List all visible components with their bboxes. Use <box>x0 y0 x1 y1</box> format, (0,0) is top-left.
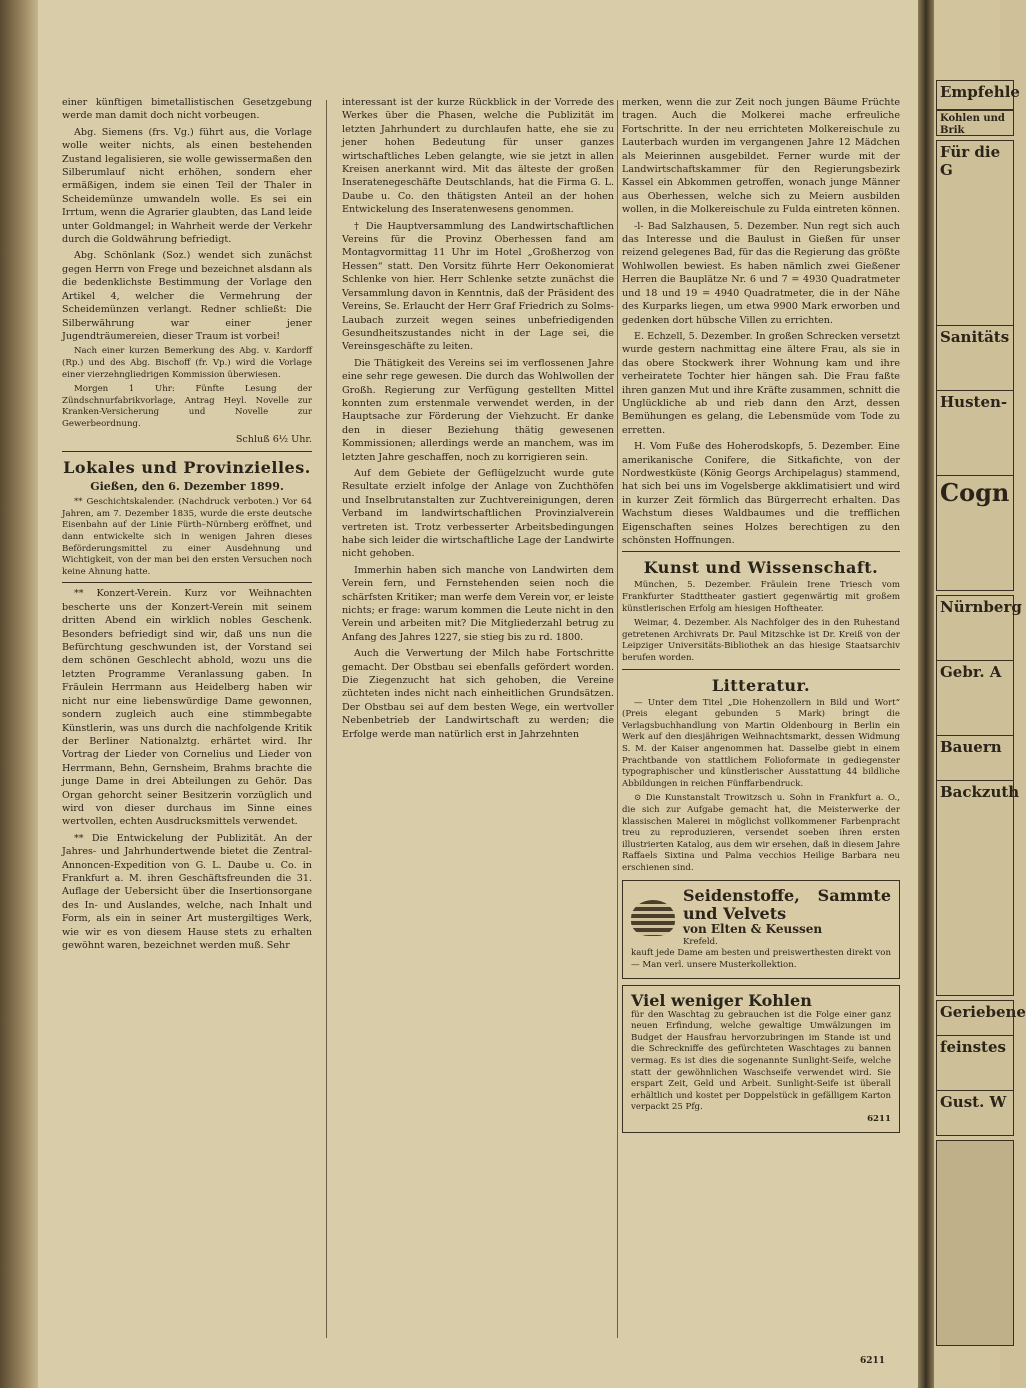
ad-silk-note: kauft jede Dame am besten und preiswerthesten direkt von — Man verl. unsere Musterkollektion. <box>631 948 891 971</box>
paragraph: einer künftigen bimetallistischen Gesetzgebung werde man damit doch nicht vorbeugen. <box>62 97 312 122</box>
paragraph: -l- Bad Salzhausen, 5. Dezember. Nun regt sich auch das Interesse und die Baulust in Gießen für unser reizend gelegenes Bad, für das die Regierung das größte Wohlwollen bewiest. Es haben nämlich zwei Gießener Herren die Bauplätze Nr. 6 und 7 = 4930 Quadratmeter und 18 und 19 = 4940 Quadratmeter, die in der Nähe des Kurparks liegen, um etwa 9900 Mark erworben und gedenken dort hübsche Villen zu errichten. <box>622 220 900 326</box>
ad-fragment <box>936 1035 1014 1091</box>
paragraph: ** Geschichtskalender. (Nachdruck verboten.) Vor 64 Jahren, am 7. Dezember 1835, wurde die erste deutsche Eisenbahn auf der Linie Fürth–Nürnberg eröffnet, und dann entwickelte sich in wenigen Jahren dieses Beförderungsmittel zu einer Ausdehnung und Wichtigkeit, von der man bei den ersten Versuchen noch keine Ahnung hatte. <box>62 497 312 577</box>
ad-fragment-text: Cogn <box>940 478 1010 507</box>
divider <box>622 551 900 552</box>
paragraph: H. Vom Fuße des Hoherodskopfs, 5. Dezember. Eine amerikanische Conifere, die Sitkafichte, von der Nordwestküste (König Georgs Archipelagus) stammend, hat sich bei uns im Vogelsberge akklimatisiert und wird in kurzer Zeit förmlich das Bürgerrecht erhalten. Das Wachstum dieses Waldbaumes und die trefflichen Eigenschaften seines Holzes berechtigen zu den schönsten Hoffnungen. <box>622 441 900 546</box>
adjacent-page <box>934 0 1026 1388</box>
ad-silk-title: Seidenstoffe, Sammte und Velvets <box>683 886 891 924</box>
paragraph: Nach einer kurzen Bemerkung des Abg. v. Kardorff (Rp.) und des Abg. Bischoff (fr. Vp.) wird die Vorlage einer vierzehngliedrigen Kommission überwiesen. <box>62 346 312 380</box>
dateline: Gießen, den 6. Dezember 1899. <box>90 479 284 493</box>
column-rule <box>617 100 618 1338</box>
ad-fragment-text: Backzuth <box>940 783 1020 801</box>
ad-fragment-text: feinstes <box>940 1038 1006 1056</box>
paragraph: Weimar, 4. Dezember. Als Nachfolger des in den Ruhestand getretenen Archivrats Dr. Paul Mitzschke ist Dr. Kreiß von der Leipziger Universitäts-Bibliothek an das hiesige Staatsarchiv berufen worden. <box>622 618 900 663</box>
ad-fragment-text: Gust. W <box>940 1093 1007 1111</box>
paragraph: — Unter dem Titel „Die Hohenzollern in Bild und Wort“ (Preis elegant gebunden 5 Mark) bringt die Verlagsbuchhandlung von Martin Oldenbourg in Berlin ein Werk auf den diesjährigen Weihnachtsmarkt, dessen Widmung S. M. der Kaiser angenommen hat. Dasselbe giebt in einem Prachtbande von stattlichem Folioformate in gediegenster typographischer und künstlerischer Ausstattung 44 bildliche Abbildungen in reichen Fünffarbendruck. <box>622 697 900 789</box>
divider <box>62 582 312 583</box>
ad-soap-text: für den Waschtag zu gebrauchen ist die Folge einer ganz neuen Erfindung, welche gewaltige Umwälzungen im Budget der Hausfrau hervorzubringen im Stande ist und die Schreckniffe des gefürchteten Waschtages zu bannen vermag. Es ist dies die sogenannte Sunlight-Seife, welche statt der gewöhnlichen Waschseife verwendet wird. Sie erspart Zeit, Geld und Arbeit. Sunlight-Seife ist überall erhältlich und kostet per Doppelstück in gefälligem Karton verpackt 25 Pfg. <box>631 1009 891 1113</box>
beehive-icon <box>631 900 675 936</box>
ad-silk-firm: von Elten & Keussen <box>683 922 823 937</box>
ad-fragment-text: Für die G <box>940 143 1001 179</box>
paragraph: Auch die Verwertung der Milch habe Fortschritte gemacht. Der Obstbau sei ebenfalls gefördert worden. Die Ziegenzucht hat sich gehoben, die Vereine züchteten indes nicht nach einheitlichen Grundsätzen. Der Obstbau sei auf dem besten Wege, ein wertvoller Nebenbetrieb der Landwirtschaft zu werden; die Erfolge werde man natürlich erst in Jahrzehnten <box>342 648 614 740</box>
paragraph: ** Konzert-Verein. Kurz vor Weihnachten bescherte uns der Konzert-Verein mit seinem dritten Abend ein wirklich nobles Geschenk. Besonders befriedigt sind wir, daß uns nun die Befürchtung geschwunden ist, der Vorstand sei dem schönen Geschlecht abhold, wozu uns die letzten Programme Veranlassung gaben. In Fräulein Herrmann aus Heidelberg haben wir nicht nur eine liebenswürdige Dame gewonnen, sondern zugleich auch eine stimmbegabte Künstlerin, was uns durch die nachfolgende Kritik der Berliner Nationalztg. erhärtet wird. Ihr Vortrag der Lieder von Cornelius und Lieder von Herrmann, Behn, Gernsheim, Brahms brachte die junge Dame in drei Abteilungen zu Gehör. Das Organ gehorcht seiner Besitzerin vorzüglich und wird von dieser durchaus im Sinne eines wertvollen, echten Ausdrucksmittels verwendet. <box>62 588 312 828</box>
column-1 <box>62 96 312 1342</box>
advertisement-silk <box>622 880 900 978</box>
paragraph: ⊙ Die Kunstanstalt Trowitzsch u. Sohn in Frankfurt a. O., die sich zur Aufgabe gemacht hat, die Meisterwerke der klassischen Malerei in möglichst vollkommener Farbenpracht treu zu reproduzieren, versendet soeben ihren ersten illustrierten Katalog, aus dem wir ersehen, daß in diesem Jahre Raffaels Sixtina und Palma vecchios Heilige Barbara neu erschienen sind. <box>622 793 900 873</box>
ad-soap-number: 6211 <box>867 1114 891 1124</box>
paragraph: ** Die Entwickelung der Publizität. An der Jahres- und Jahrhundertwende bietet die Zentral-Annoncen-Expedition von G. L. Daube u. Co. in Frankfurt a. M. ihren Geschäftsfreunden die 31. Auflage der Uebersicht über die Insertionsorgane des In- und Auslandes, welche, nach Inhalt und Form, als ein in seiner Art mustergiltiges Werk, wie wir es von diesem Hause stets zu erhalten gewöhnt waren, bezeichnet werden muß. Sehr <box>62 832 312 951</box>
ad-silk-city: Krefeld. <box>683 936 718 947</box>
section-heading-kunst: Kunst und Wissenschaft. <box>643 558 879 578</box>
ad-fragment-text: Sanitäts <box>940 328 1010 346</box>
ad-fragment <box>936 140 1014 326</box>
paragraph: † Die Hauptversammlung des Landwirtschaftlichen Vereins für die Provinz Oberhessen fand am Montagvormittag 11 Uhr im Hotel „Großherzog von Hessen“ statt. Den Vorsitz führte Herr Oekonomierat Schlenke von hier. Herr Schlenke setzte zunächst die Versammlung davon in Kenntnis, daß der Präsident des Vereins, Se. Erlaucht der Herr Graf Friedrich zu Solms-Laubach zurzeit wegen seines unbefriedigenden Gesundheitszustandes nicht in der Lage sei, die Vereinsgeschäfte zu leiten. <box>342 220 614 353</box>
divider <box>62 451 312 452</box>
paragraph: Die Thätigkeit des Vereins sei im verflossenen Jahre eine sehr rege gewesen. Die durch das Wohlwollen der Großh. Regierung zur Verfügung gestellten Mittel konnten zum erstenmale verwendet werden, in der Hauptsache zur Förderung der Viehzucht. Er danke den in dieser Beziehung thätig gewesenen Kommissionen; allerdings werde an manchem, was im letzten Jahre geschaffen, noch zu korrigieren sein. <box>342 357 614 463</box>
ad-fragment-text: Geriebene <box>940 1003 1026 1021</box>
footer-number: 6211 <box>860 1356 886 1366</box>
paragraph: Immerhin haben sich manche von Landwirten dem Verein fern, und Fernstehenden seien noch die schärfsten Kritiker; man werfe dem Verein vor, er leiste nichts; er frage: warum kommen die Leute nicht in den Verein und arbeiten mit? Die Mitgliederzahl betrug zu Anfang des Jahres 1227, sie stieg bis zu rd. 1800. <box>342 564 614 643</box>
paragraph: München, 5. Dezember. Fräulein Irene Triesch vom Frankfurter Stadttheater gastiert gegenwärtig mit großem künstlerischen Erfolg am hiesigen Hoftheater. <box>622 580 900 614</box>
divider <box>622 669 900 670</box>
paragraph: E. Echzell, 5. Dezember. In großen Schrecken versetzt wurde gestern nachmittag eine ältere Frau, als sie in das obere Stockwerk ihrer Wohnung kam und ihre verheiratete Tochter hier hängen sah. Die Frau faßte ihren ganzen Mut und ihre Kräfte zusammen, schnitt die Unglückliche ab und rieb dann den Arzt, dessen Bemühungen es gelang, die Lebensmüde vom Tode zu erretten. <box>622 330 900 436</box>
section-heading-litteratur: Litteratur. <box>711 675 811 695</box>
ad-fragment <box>936 325 1014 391</box>
section-heading-lokales: Lokales und Provinzielles. <box>63 457 311 477</box>
book-gutter-shadow <box>0 0 38 1388</box>
ad-fragment <box>936 475 1014 591</box>
column-2 <box>342 96 614 1342</box>
ad-fragment <box>936 80 1020 110</box>
book-binding <box>918 0 934 1388</box>
ad-fragment <box>936 595 1022 661</box>
paragraph: Abg. Siemens (frs. Vg.) führt aus, die Vorlage wolle weiter nichts, als einen bestehenden Zustand legalisieren, sie wolle gewissermaßen den Silberumlauf nicht erhöhen, sondern eher ermäßigen, indem sie einen Teil der Thaler in Scheidemünze umwandeln wolle. Es sei ein Irrtum, wenn die Agrarier glaubten, das Land leide unter Goldmangel; in Wahrheit werde der Verkehr durch die Goldwährung befriedigt. <box>62 126 312 246</box>
ad-fragment <box>936 735 1014 781</box>
session-close: Schluß 6½ Uhr. <box>235 434 312 446</box>
ad-fragment <box>936 390 1014 476</box>
paragraph: Abg. Schönlank (Soz.) wendet sich zunächst gegen Herrn von Frege und bezeichnet alsdann als die bedenklichste Bestimmung der Vorlage den Artikel 4, welcher die Vermehrung der Scheidemünzen verlangt. Redner schließt: Die Silberwährung war einer jener Jugendträumereien, dieser Traum ist vorbei! <box>62 250 312 342</box>
ad-fragment-text: Kohlen und Brik <box>940 113 1005 136</box>
advertisement-sunlight <box>622 985 900 1133</box>
ad-fragment-text: Gebr. A <box>940 663 1002 681</box>
ad-fragment <box>936 780 1020 996</box>
column-rule <box>326 100 327 1338</box>
ad-fragment-text: Husten- <box>940 393 1008 411</box>
ad-soap-title: Viel weniger Kohlen <box>631 990 812 1010</box>
ad-fragment <box>936 660 1014 736</box>
paragraph: Auf dem Gebiete der Geflügelzucht wurde gute Resultate erzielt infolge der Anlage von Zuchthöfen und Inselbrutanstalten zur Zuchtvereinigungen, deren Verband im landwirtschaftlichen Provinzialverein vertreten ist. Trotz verbesserter Arbeitsbedingungen habe sich leider die wirtschaftliche Lage der Landwirte nicht gehoben. <box>342 467 614 560</box>
ad-fragment-illustration <box>936 1140 1014 1346</box>
paragraph: merken, wenn die zur Zeit noch jungen Bäume Früchte tragen. Auch die Molkerei mache erfreuliche Fortschritte. In der neu errichteten Molkereischule zu Lauterbach wurden im vergangenen Jahre 12 Mädchen als Meierinnen ausgebildet. Ferner wurde mit der Landwirtschaftskammer für den Regierungsbezirk Kassel ein Abkommen getroffen, wonach junge Männer aus Oberhessen, welche sich zu Meiern ausbilden wollen, in die Molkereischule zu Fulda eintreten können. <box>622 97 901 216</box>
column-3 <box>622 96 900 1342</box>
ad-fragment <box>936 1090 1014 1136</box>
ad-fragment-text: Empfehle <box>940 83 1020 101</box>
ad-fragment-text: Nürnberg <box>940 598 1022 616</box>
ad-fragment <box>936 110 1014 136</box>
paragraph: Morgen 1 Uhr: Fünfte Lesung der Zündschnurfabrikvorlage, Antrag Heyl. Novelle zur Kranken-Versicherung und Novelle zur Gewerbeordnung. <box>62 384 312 429</box>
ad-fragment-text: Bauern <box>940 738 1002 756</box>
paragraph: interessant ist der kurze Rückblick in der Vorrede des Werkes über die Phasen, welche die Publizität im letzten Jahrhundert zu durchlaufen hatte, ehe sie zu jener hohen Bedeutung für unser ganzes wirtschaftliches Leben gelangte, wie sie jetzt in allen Kreisen anerkannt wird. Mit das älteste der großen Inseratenegeschäfte Deutschlands, hat die Firma G. L. Daube u. Co. den thätigsten Anteil an der hohen Entwickelung des Inseratenwesens genommen. <box>342 97 614 216</box>
ad-fragment <box>936 1000 1026 1036</box>
